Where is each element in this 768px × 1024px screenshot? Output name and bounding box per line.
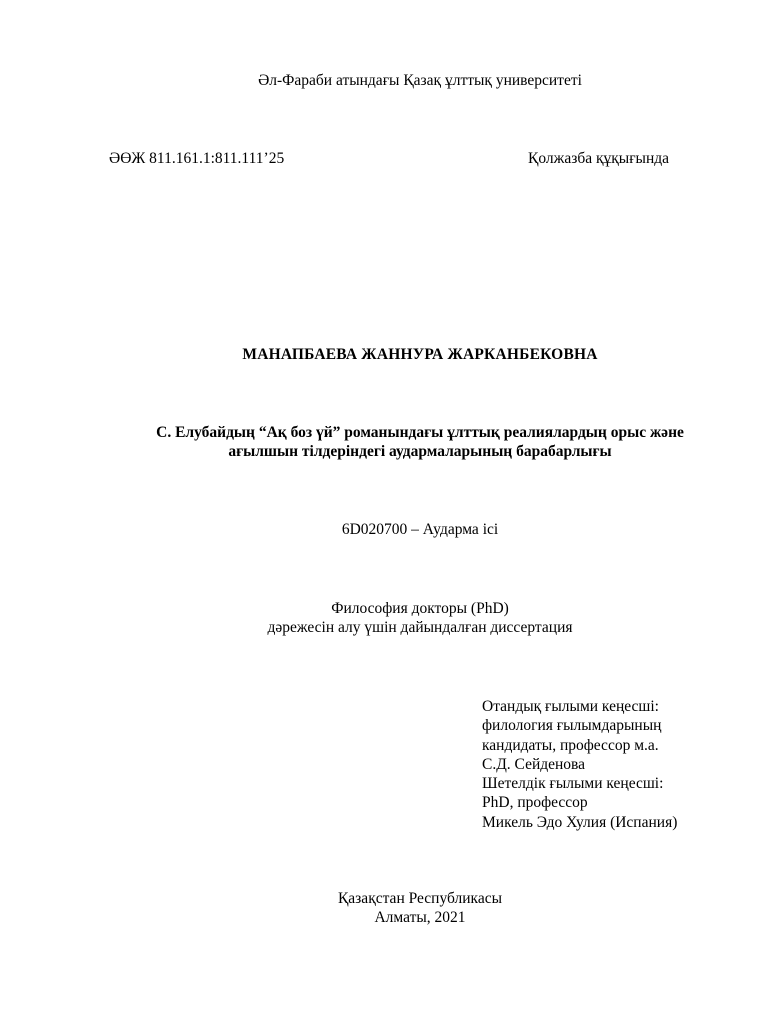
manuscript-rights: Қолжазба құқығында <box>528 150 670 167</box>
advisors-block <box>482 697 677 832</box>
footer-city-year: Алматы, 2021 <box>374 909 466 926</box>
advisor-line: Шетелдік ғылыми кеңесші: <box>482 775 664 793</box>
advisor-line: PhD, профессор <box>482 794 588 812</box>
advisor-line: филология ғылымдарының <box>482 717 662 735</box>
advisor-line: Микель Эдо Хулия (Испания) <box>482 813 678 831</box>
degree-line-2: дәрежесін алу үшін дайындалған диссертация <box>267 619 573 636</box>
udc-code: ӘӨЖ 811.161.1:811.111’25 <box>109 150 285 167</box>
university-name: Әл-Фараби атындағы Қазақ ұлттық университеті <box>258 72 582 89</box>
advisor-line: кандидаты, профессор м.а. <box>482 736 659 754</box>
footer-country: Қазақстан Республикасы <box>337 890 503 907</box>
dissertation-title-line-1: С. Елубайдың “Ақ боз үй” романындағы ұлттық реалиялардың орыс және <box>156 424 684 441</box>
dissertation-title-line-2: ағылшын тілдеріндегі аудармаларының барабарлығы <box>228 443 612 460</box>
advisor-line: С.Д. Сейденова <box>482 755 586 773</box>
degree-line-1: Философия докторы (PhD) <box>331 600 509 617</box>
specialty-code: 6D020700 – Аударма ісі <box>341 521 499 538</box>
author-name: МАНАПБАЕВА ЖАННУРА ЖАРКАНБЕКОВНА <box>242 346 598 363</box>
advisor-line: Отандық ғылыми кеңесші: <box>482 698 659 715</box>
